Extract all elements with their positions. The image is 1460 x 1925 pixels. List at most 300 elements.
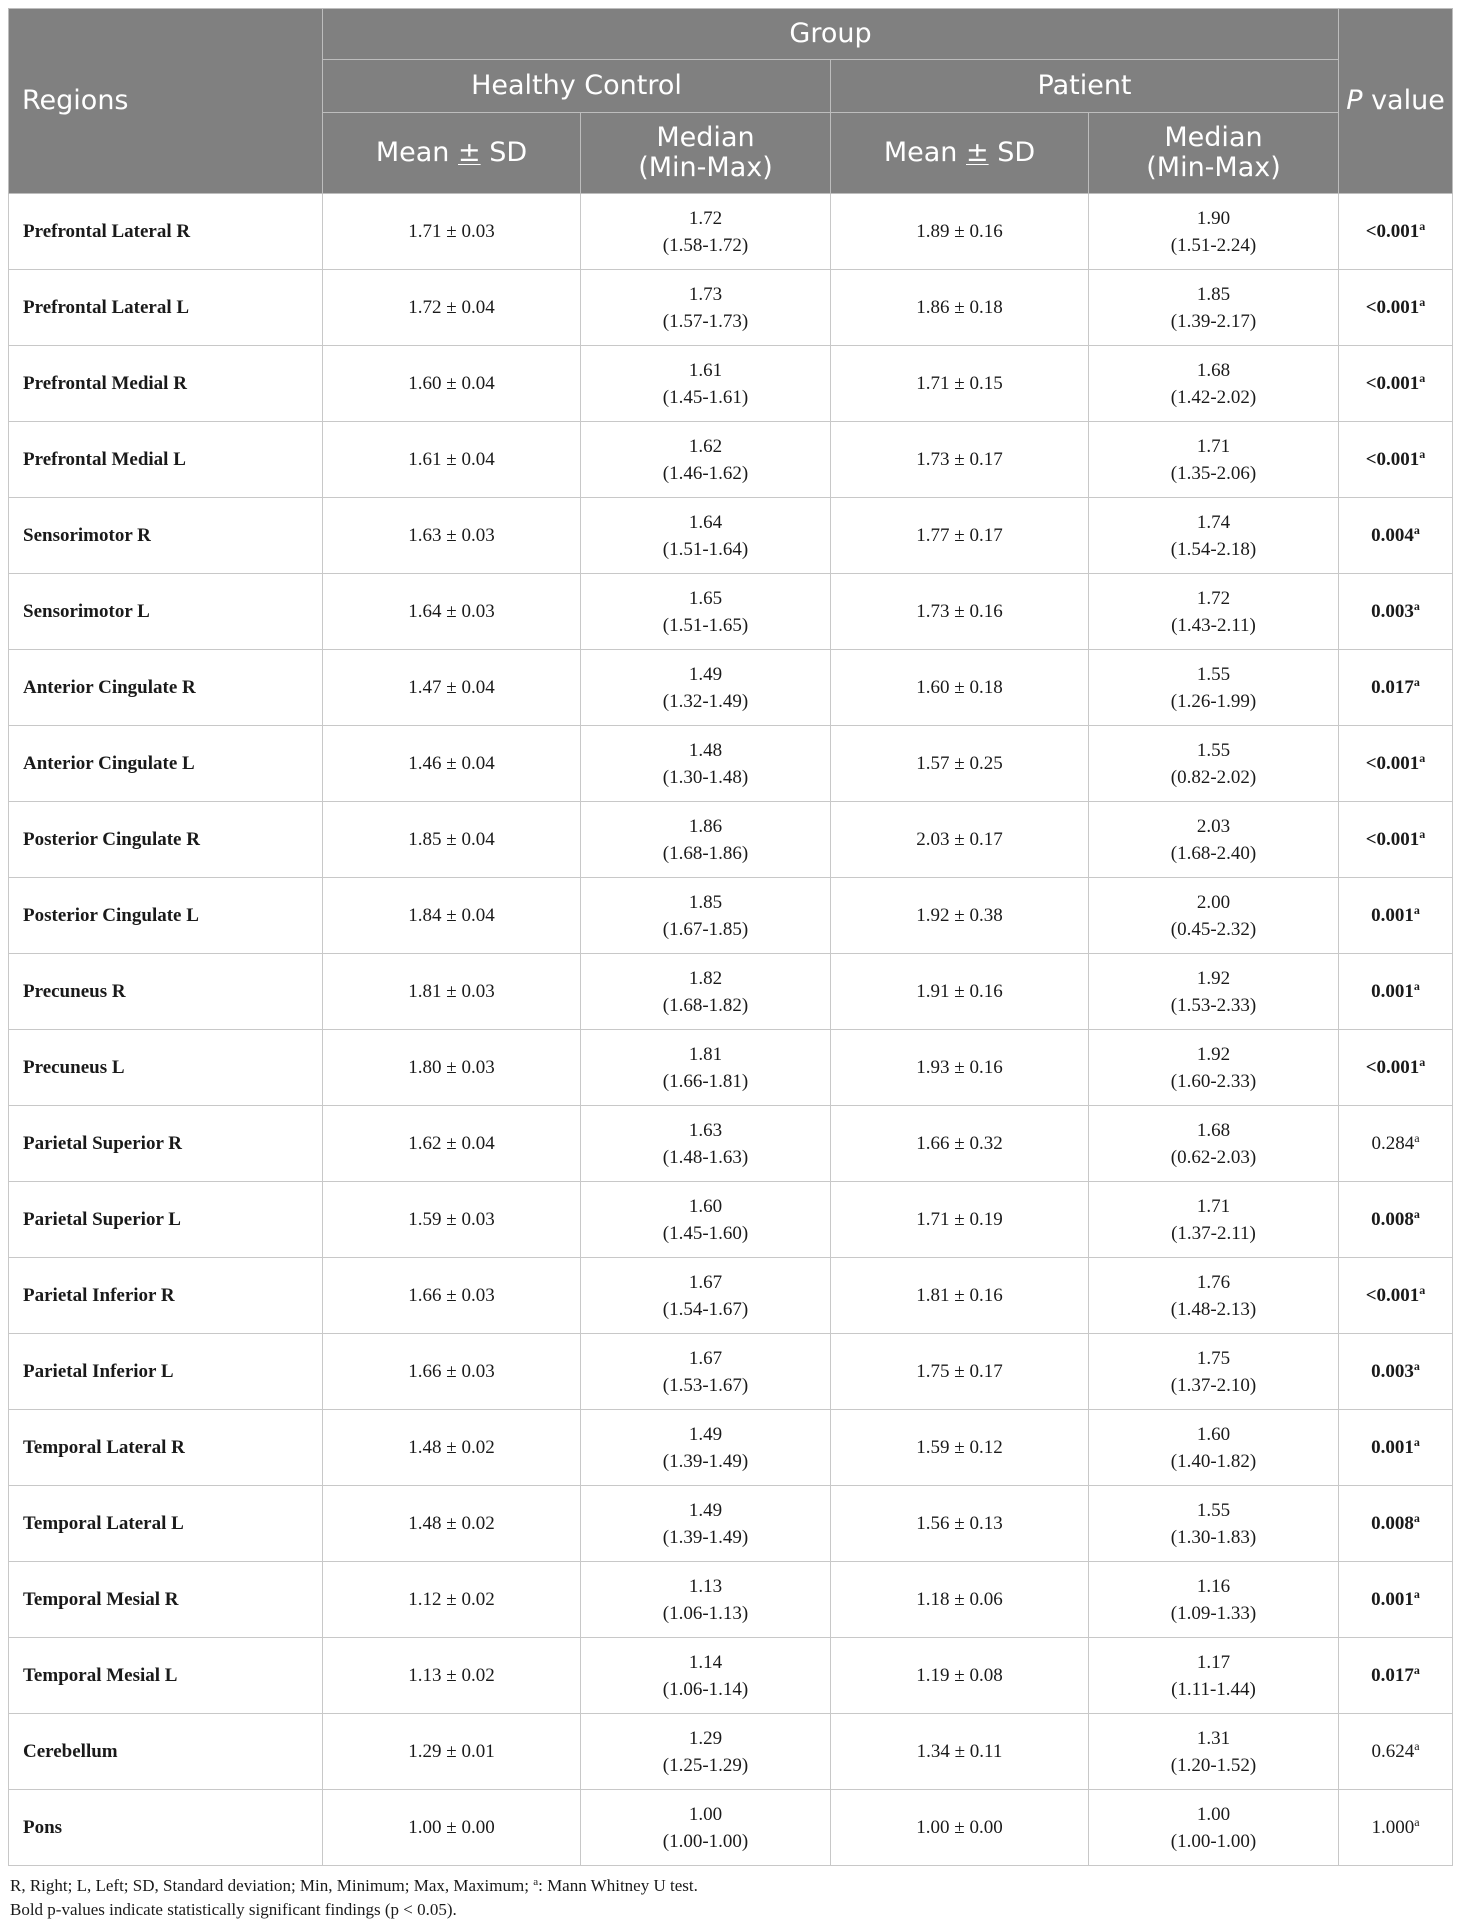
patient-mean-sd-cell: 1.89 ± 0.16 xyxy=(831,194,1089,270)
p-value-superscript: a xyxy=(1419,1055,1426,1069)
patient-median-cell xyxy=(1089,346,1339,422)
region-cell: Temporal Mesial L xyxy=(9,1638,323,1714)
region-cell: Prefrontal Lateral R xyxy=(9,194,323,270)
patient-median-value: 1.92 xyxy=(1196,967,1231,989)
region-cell: Cerebellum xyxy=(9,1714,323,1790)
hc-range-value: (1.39-1.49) xyxy=(662,1526,749,1548)
footnote-abbreviations xyxy=(10,1874,1452,1898)
p-value: 0.001 xyxy=(1371,1437,1414,1458)
hc-median-value: 1.81 xyxy=(688,1043,723,1065)
footnote-test-name: : Mann Whitney U test. xyxy=(538,1876,698,1895)
patient-median-value: 1.55 xyxy=(1196,1499,1231,1521)
hc-median-value: 1.60 xyxy=(688,1195,723,1217)
patient-median-cell xyxy=(1089,1410,1339,1486)
p-value-superscript: a xyxy=(1414,1739,1420,1753)
sd-label: SD xyxy=(480,137,528,168)
hc-median-cell xyxy=(581,802,831,878)
patient-mean-sd-cell: 1.92 ± 0.38 xyxy=(831,878,1089,954)
patient-mean-sd-cell: 1.34 ± 0.11 xyxy=(831,1714,1089,1790)
hc-median-cell xyxy=(581,422,831,498)
p-value: <0.001 xyxy=(1365,829,1420,850)
hc-mean-sd-cell: 1.48 ± 0.02 xyxy=(323,1486,581,1562)
p-value-superscript: a xyxy=(1413,1207,1420,1221)
hc-median-value: 1.67 xyxy=(688,1271,723,1293)
patient-range-value: (1.37-2.11) xyxy=(1171,1222,1256,1244)
mean-label: Mean xyxy=(883,137,966,168)
table-row xyxy=(9,954,1453,1030)
region-cell: Prefrontal Lateral L xyxy=(9,270,323,346)
hc-median-value: 1.61 xyxy=(688,359,723,381)
p-value: 0.003 xyxy=(1371,601,1414,622)
patient-median-cell xyxy=(1089,1182,1339,1258)
hc-median-value: 1.67 xyxy=(688,1347,723,1369)
hc-mean-sd-cell: 1.71 ± 0.03 xyxy=(323,194,581,270)
patient-median-cell xyxy=(1089,954,1339,1030)
hc-range-value: (1.68-1.86) xyxy=(662,842,749,864)
hc-mean-sd-cell: 1.62 ± 0.04 xyxy=(323,1106,581,1182)
table-row xyxy=(9,802,1453,878)
hc-median-cell xyxy=(581,1334,831,1410)
patient-range-value: (1.68-2.40) xyxy=(1170,842,1257,864)
patient-median-value: 1.16 xyxy=(1196,1575,1231,1597)
hc-mean-sd-cell: 1.85 ± 0.04 xyxy=(323,802,581,878)
patient-range-value: (1.48-2.13) xyxy=(1170,1298,1257,1320)
patient-range-value: (1.43-2.11) xyxy=(1171,614,1256,636)
hc-mean-sd-header xyxy=(323,113,581,194)
p-value: <0.001 xyxy=(1365,449,1420,470)
p-value: 0.004 xyxy=(1371,525,1414,546)
table-row xyxy=(9,878,1453,954)
patient-mean-sd-cell: 1.81 ± 0.16 xyxy=(831,1258,1089,1334)
region-cell: Anterior Cingulate L xyxy=(9,726,323,802)
p-value-cell xyxy=(1339,1638,1453,1714)
patient-mean-sd-cell: 1.60 ± 0.18 xyxy=(831,650,1089,726)
p-value-cell xyxy=(1339,574,1453,650)
patient-median-cell xyxy=(1089,1790,1339,1866)
hc-mean-sd-cell: 1.63 ± 0.03 xyxy=(323,498,581,574)
patient-median-value: 1.68 xyxy=(1196,1119,1231,1141)
p-value: 0.001 xyxy=(1371,905,1414,926)
p-value-cell xyxy=(1339,1334,1453,1410)
hc-mean-sd-cell: 1.81 ± 0.03 xyxy=(323,954,581,1030)
hc-median-value: 1.64 xyxy=(688,511,723,533)
hc-range-value: (1.06-1.14) xyxy=(662,1678,749,1700)
hc-range-value: (1.58-1.72) xyxy=(662,234,749,256)
patient-median-value: 1.76 xyxy=(1196,1271,1231,1293)
patient-median-value: 2.03 xyxy=(1196,815,1231,837)
p-value-superscript: a xyxy=(1413,1663,1420,1677)
patient-mean-sd-cell: 2.03 ± 0.17 xyxy=(831,802,1089,878)
p-value-superscript: a xyxy=(1413,979,1420,993)
hc-range-value: (1.32-1.49) xyxy=(662,690,749,712)
plus-minus-symbol: ± xyxy=(458,137,481,168)
patient-range-value: (0.62-2.03) xyxy=(1170,1146,1257,1168)
patient-range-value: (0.82-2.02) xyxy=(1170,766,1257,788)
table-row xyxy=(9,1410,1453,1486)
hc-range-value: (1.00-1.00) xyxy=(662,1830,749,1852)
patient-range-value: (1.09-1.33) xyxy=(1170,1602,1257,1624)
p-value-superscript: a xyxy=(1413,675,1420,689)
patient-median-cell xyxy=(1089,1334,1339,1410)
p-value-cell xyxy=(1339,194,1453,270)
p-value-cell xyxy=(1339,954,1453,1030)
hc-median-header xyxy=(581,113,831,194)
p-value-superscript: a xyxy=(1413,523,1420,537)
p-value: <0.001 xyxy=(1365,373,1420,394)
hc-median-cell xyxy=(581,1030,831,1106)
median-label: Median xyxy=(656,122,755,153)
p-value-cell xyxy=(1339,1562,1453,1638)
hc-mean-sd-cell: 1.61 ± 0.04 xyxy=(323,422,581,498)
patient-median-cell xyxy=(1089,1714,1339,1790)
table-body xyxy=(9,194,1453,1866)
hc-median-value: 1.49 xyxy=(688,1499,723,1521)
table-row xyxy=(9,346,1453,422)
region-cell: Temporal Lateral R xyxy=(9,1410,323,1486)
p-value-cell xyxy=(1339,346,1453,422)
patient-range-value: (1.35-2.06) xyxy=(1170,462,1257,484)
patient-mean-sd-cell: 1.59 ± 0.12 xyxy=(831,1410,1089,1486)
hc-median-value: 1.82 xyxy=(688,967,723,989)
hc-range-value: (1.66-1.81) xyxy=(662,1070,749,1092)
patient-range-value: (1.00-1.00) xyxy=(1170,1830,1257,1852)
region-cell: Posterior Cingulate L xyxy=(9,878,323,954)
patient-median-value: 1.75 xyxy=(1196,1347,1231,1369)
p-value-cell xyxy=(1339,1486,1453,1562)
patient-range-value: (1.30-1.83) xyxy=(1170,1526,1257,1548)
patient-mean-sd-cell: 1.91 ± 0.16 xyxy=(831,954,1089,1030)
hc-median-value: 1.65 xyxy=(688,587,723,609)
p-value-header xyxy=(1339,9,1453,194)
hc-median-cell xyxy=(581,1638,831,1714)
hc-median-cell xyxy=(581,346,831,422)
patient-median-cell xyxy=(1089,498,1339,574)
p-value-cell xyxy=(1339,726,1453,802)
p-value-cell xyxy=(1339,1410,1453,1486)
hc-mean-sd-cell: 1.12 ± 0.02 xyxy=(323,1562,581,1638)
region-cell: Anterior Cingulate R xyxy=(9,650,323,726)
p-value-cell xyxy=(1339,1714,1453,1790)
region-cell: Posterior Cingulate R xyxy=(9,802,323,878)
region-cell: Parietal Superior R xyxy=(9,1106,323,1182)
hc-median-value: 1.85 xyxy=(688,891,723,913)
region-cell: Sensorimotor L xyxy=(9,574,323,650)
region-cell: Precuneus R xyxy=(9,954,323,1030)
patient-median-value: 1.74 xyxy=(1196,511,1231,533)
hc-median-cell xyxy=(581,1562,831,1638)
patient-mean-sd-cell: 1.56 ± 0.13 xyxy=(831,1486,1089,1562)
p-value: 0.284 xyxy=(1371,1133,1415,1154)
table-row xyxy=(9,1182,1453,1258)
hc-median-cell xyxy=(581,574,831,650)
patient-median-value: 1.68 xyxy=(1196,359,1231,381)
p-value: 0.001 xyxy=(1371,981,1414,1002)
hc-median-value: 1.72 xyxy=(688,207,723,229)
plus-minus-symbol: ± xyxy=(966,137,989,168)
hc-median-value: 1.14 xyxy=(688,1651,723,1673)
hc-median-value: 1.63 xyxy=(688,1119,723,1141)
hc-median-cell xyxy=(581,1106,831,1182)
patient-mean-sd-cell: 1.93 ± 0.16 xyxy=(831,1030,1089,1106)
p-value-cell xyxy=(1339,1030,1453,1106)
patient-median-value: 1.71 xyxy=(1196,435,1231,457)
footnote-superscript: a xyxy=(533,1876,539,1888)
table-row xyxy=(9,1562,1453,1638)
patient-median-cell xyxy=(1089,650,1339,726)
hc-range-value: (1.53-1.67) xyxy=(662,1374,749,1396)
hc-median-cell xyxy=(581,650,831,726)
p-value-superscript: a xyxy=(1413,1359,1420,1373)
region-cell: Precuneus L xyxy=(9,1030,323,1106)
region-cell: Sensorimotor R xyxy=(9,498,323,574)
hc-median-value: 1.49 xyxy=(688,1423,723,1445)
patient-median-header xyxy=(1089,113,1339,194)
patient-mean-sd-cell: 1.71 ± 0.15 xyxy=(831,346,1089,422)
table-footnotes xyxy=(8,1874,1452,1922)
patient-median-cell xyxy=(1089,194,1339,270)
hc-mean-sd-cell: 1.72 ± 0.04 xyxy=(323,270,581,346)
hc-mean-sd-cell: 1.13 ± 0.02 xyxy=(323,1638,581,1714)
p-value: 0.008 xyxy=(1371,1513,1414,1534)
p-value-superscript: a xyxy=(1413,1587,1420,1601)
p-value: 1.000 xyxy=(1371,1817,1415,1838)
patient-median-cell xyxy=(1089,726,1339,802)
patient-median-cell xyxy=(1089,1030,1339,1106)
hc-range-value: (1.45-1.60) xyxy=(662,1222,749,1244)
hc-mean-sd-cell: 1.47 ± 0.04 xyxy=(323,650,581,726)
patient-mean-sd-cell: 1.75 ± 0.17 xyxy=(831,1334,1089,1410)
patient-median-value: 1.92 xyxy=(1196,1043,1231,1065)
hc-range-value: (1.51-1.64) xyxy=(662,538,749,560)
patient-median-cell xyxy=(1089,802,1339,878)
p-value: <0.001 xyxy=(1365,753,1420,774)
hc-median-cell xyxy=(581,1486,831,1562)
patient-mean-sd-cell: 1.18 ± 0.06 xyxy=(831,1562,1089,1638)
region-cell: Parietal Inferior R xyxy=(9,1258,323,1334)
patient-median-cell xyxy=(1089,1638,1339,1714)
p-value: 0.001 xyxy=(1371,1589,1414,1610)
patient-median-cell xyxy=(1089,270,1339,346)
table-row xyxy=(9,498,1453,574)
patient-mean-sd-cell: 1.77 ± 0.17 xyxy=(831,498,1089,574)
patient-range-value: (1.40-1.82) xyxy=(1170,1450,1257,1472)
table-row xyxy=(9,1714,1453,1790)
patient-mean-sd-cell: 1.86 ± 0.18 xyxy=(831,270,1089,346)
p-value-header-rest: value xyxy=(1362,85,1445,116)
patient-header: Patient xyxy=(831,60,1339,113)
table-row xyxy=(9,726,1453,802)
p-value: <0.001 xyxy=(1365,1057,1420,1078)
hc-median-value: 1.62 xyxy=(688,435,723,457)
table-row xyxy=(9,1790,1453,1866)
hc-median-cell xyxy=(581,498,831,574)
patient-range-value: (1.60-2.33) xyxy=(1170,1070,1257,1092)
table-row xyxy=(9,1334,1453,1410)
patient-range-value: (1.51-2.24) xyxy=(1170,234,1257,256)
table-row xyxy=(9,270,1453,346)
patient-mean-sd-cell: 1.73 ± 0.17 xyxy=(831,422,1089,498)
p-value-cell xyxy=(1339,1258,1453,1334)
p-value-cell xyxy=(1339,498,1453,574)
min-max-label: (Min-Max) xyxy=(638,152,773,183)
patient-median-cell xyxy=(1089,1562,1339,1638)
hc-range-value: (1.54-1.67) xyxy=(662,1298,749,1320)
hc-mean-sd-cell: 1.64 ± 0.03 xyxy=(323,574,581,650)
region-cell: Prefrontal Medial L xyxy=(9,422,323,498)
hc-median-cell xyxy=(581,1714,831,1790)
patient-mean-sd-cell: 1.00 ± 0.00 xyxy=(831,1790,1089,1866)
hc-mean-sd-cell: 1.29 ± 0.01 xyxy=(323,1714,581,1790)
hc-range-value: (1.46-1.62) xyxy=(662,462,749,484)
hc-range-value: (1.25-1.29) xyxy=(662,1754,749,1776)
region-cell: Parietal Superior L xyxy=(9,1182,323,1258)
sd-label: SD xyxy=(988,137,1036,168)
patient-median-cell xyxy=(1089,1258,1339,1334)
patient-median-cell xyxy=(1089,1486,1339,1562)
hc-mean-sd-cell: 1.80 ± 0.03 xyxy=(323,1030,581,1106)
p-value: 0.624 xyxy=(1371,1741,1415,1762)
hc-median-cell xyxy=(581,1182,831,1258)
patient-range-value: (1.26-1.99) xyxy=(1170,690,1257,712)
hc-median-value: 1.29 xyxy=(688,1727,723,1749)
hc-range-value: (1.30-1.48) xyxy=(662,766,749,788)
patient-mean-sd-cell: 1.57 ± 0.25 xyxy=(831,726,1089,802)
patient-range-value: (1.42-2.02) xyxy=(1170,386,1257,408)
patient-median-value: 1.55 xyxy=(1196,663,1231,685)
p-value: 0.008 xyxy=(1371,1209,1414,1230)
hc-mean-sd-cell: 1.60 ± 0.04 xyxy=(323,346,581,422)
hc-mean-sd-cell: 1.66 ± 0.03 xyxy=(323,1334,581,1410)
patient-median-value: 1.72 xyxy=(1196,587,1231,609)
patient-range-value: (1.37-2.10) xyxy=(1170,1374,1257,1396)
region-cell: Prefrontal Medial R xyxy=(9,346,323,422)
patient-median-value: 1.71 xyxy=(1196,1195,1231,1217)
p-value-cell xyxy=(1339,422,1453,498)
p-value-cell xyxy=(1339,1106,1453,1182)
p-value: <0.001 xyxy=(1365,1285,1420,1306)
patient-median-cell xyxy=(1089,574,1339,650)
patient-range-value: (0.45-2.32) xyxy=(1170,918,1257,940)
p-value-superscript: a xyxy=(1419,1283,1426,1297)
hc-median-value: 1.00 xyxy=(688,1803,723,1825)
p-value-superscript: a xyxy=(1413,1435,1420,1449)
patient-median-cell xyxy=(1089,422,1339,498)
hc-median-value: 1.49 xyxy=(688,663,723,685)
hc-median-value: 1.48 xyxy=(688,739,723,761)
p-value-cell xyxy=(1339,270,1453,346)
hc-range-value: (1.45-1.61) xyxy=(662,386,749,408)
hc-median-value: 1.73 xyxy=(688,283,723,305)
p-value-header-italic: P xyxy=(1346,85,1363,116)
p-value: 0.017 xyxy=(1371,677,1414,698)
hc-median-value: 1.13 xyxy=(688,1575,723,1597)
table-row xyxy=(9,422,1453,498)
table-row xyxy=(9,194,1453,270)
p-value-cell xyxy=(1339,878,1453,954)
p-value-cell xyxy=(1339,1182,1453,1258)
regions-header: Regions xyxy=(9,9,323,194)
group-header: Group xyxy=(323,9,1339,60)
patient-range-value: (1.53-2.33) xyxy=(1170,994,1257,1016)
patient-mean-sd-cell: 1.66 ± 0.32 xyxy=(831,1106,1089,1182)
hc-range-value: (1.57-1.73) xyxy=(662,310,749,332)
regions-comparison-table xyxy=(8,8,1453,1866)
patient-range-value: (1.39-2.17) xyxy=(1170,310,1257,332)
hc-median-value: 1.86 xyxy=(688,815,723,837)
table-header xyxy=(9,9,1453,194)
hc-mean-sd-cell: 1.46 ± 0.04 xyxy=(323,726,581,802)
table-row xyxy=(9,1258,1453,1334)
hc-median-cell xyxy=(581,1410,831,1486)
patient-median-value: 2.00 xyxy=(1196,891,1231,913)
hc-median-cell xyxy=(581,194,831,270)
hc-range-value: (1.51-1.65) xyxy=(662,614,749,636)
patient-median-value: 1.55 xyxy=(1196,739,1231,761)
hc-range-value: (1.48-1.63) xyxy=(662,1146,749,1168)
hc-mean-sd-cell: 1.59 ± 0.03 xyxy=(323,1182,581,1258)
hc-median-cell xyxy=(581,1790,831,1866)
hc-mean-sd-cell: 1.48 ± 0.02 xyxy=(323,1410,581,1486)
p-value-superscript: a xyxy=(1413,599,1420,613)
footnote-abbreviations-text: R, Right; L, Left; SD, Standard deviation; Min, Minimum; Max, Maximum; xyxy=(10,1876,534,1895)
hc-range-value: (1.06-1.13) xyxy=(662,1602,749,1624)
p-value: <0.001 xyxy=(1365,297,1420,318)
p-value-cell xyxy=(1339,650,1453,726)
patient-mean-sd-cell: 1.73 ± 0.16 xyxy=(831,574,1089,650)
table-row xyxy=(9,650,1453,726)
patient-median-value: 1.90 xyxy=(1196,207,1231,229)
mean-label: Mean xyxy=(375,137,458,168)
table-row xyxy=(9,1486,1453,1562)
patient-range-value: (1.54-2.18) xyxy=(1170,538,1257,560)
region-cell: Temporal Lateral L xyxy=(9,1486,323,1562)
footnote-significance: Bold p-values indicate statistically significant findings (p < 0.05). xyxy=(10,1900,457,1919)
patient-median-value: 1.17 xyxy=(1196,1651,1231,1673)
p-value-cell xyxy=(1339,1790,1453,1866)
p-value-superscript: a xyxy=(1419,295,1426,309)
hc-mean-sd-cell: 1.84 ± 0.04 xyxy=(323,878,581,954)
p-value: 0.003 xyxy=(1371,1361,1414,1382)
hc-mean-sd-cell: 1.00 ± 0.00 xyxy=(323,1790,581,1866)
patient-mean-sd-header xyxy=(831,113,1089,194)
patient-range-value: (1.20-1.52) xyxy=(1170,1754,1257,1776)
p-value: <0.001 xyxy=(1365,221,1420,242)
min-max-label: (Min-Max) xyxy=(1146,152,1281,183)
p-value-superscript: a xyxy=(1414,1815,1420,1829)
p-value-superscript: a xyxy=(1413,1511,1420,1525)
hc-median-cell xyxy=(581,878,831,954)
patient-median-cell xyxy=(1089,1106,1339,1182)
p-value-superscript: a xyxy=(1419,219,1426,233)
patient-median-value: 1.00 xyxy=(1196,1803,1231,1825)
table-row xyxy=(9,1030,1453,1106)
p-value-superscript: a xyxy=(1419,751,1426,765)
p-value-superscript: a xyxy=(1413,903,1420,917)
table-row xyxy=(9,574,1453,650)
patient-mean-sd-cell: 1.19 ± 0.08 xyxy=(831,1638,1089,1714)
hc-range-value: (1.39-1.49) xyxy=(662,1450,749,1472)
p-value: 0.017 xyxy=(1371,1665,1414,1686)
median-label: Median xyxy=(1164,122,1263,153)
region-cell: Temporal Mesial R xyxy=(9,1562,323,1638)
hc-median-cell xyxy=(581,270,831,346)
patient-median-value: 1.85 xyxy=(1196,283,1231,305)
region-cell: Pons xyxy=(9,1790,323,1866)
patient-median-cell xyxy=(1089,878,1339,954)
p-value-superscript: a xyxy=(1419,371,1426,385)
table-row xyxy=(9,1638,1453,1714)
patient-median-value: 1.31 xyxy=(1196,1727,1231,1749)
